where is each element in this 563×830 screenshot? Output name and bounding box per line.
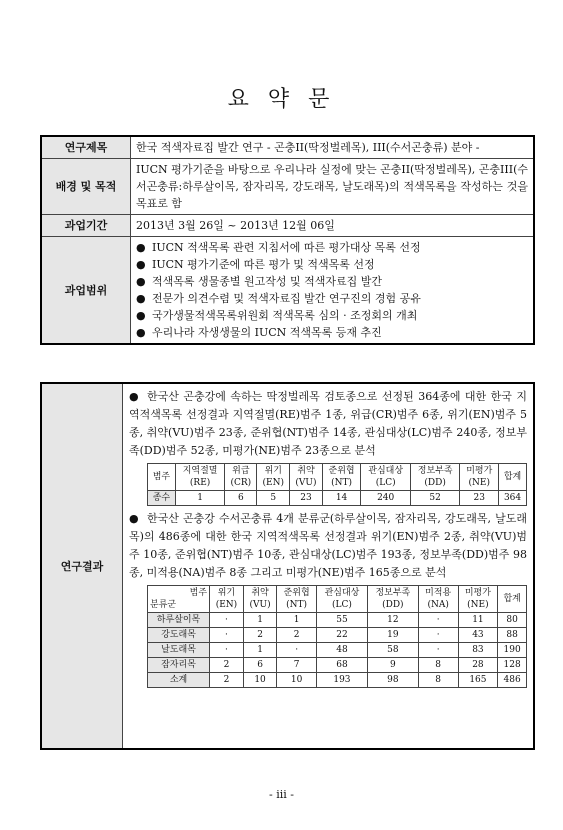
cell: 6 bbox=[243, 658, 276, 673]
cell: 486 bbox=[498, 673, 527, 688]
cell: 9 bbox=[367, 658, 418, 673]
aquatic-insects-table bbox=[147, 585, 527, 688]
cell: · bbox=[418, 613, 458, 628]
scope-item: ● 적색목록 생물종별 원고작성 및 적색자료집 발간 bbox=[136, 275, 383, 288]
col-header: 미평가 (NE) bbox=[458, 586, 498, 613]
col-header: 관심대상 (LC) bbox=[317, 586, 368, 613]
col-header: 정보부족 (DD) bbox=[410, 464, 460, 491]
cell: · bbox=[210, 613, 244, 628]
cell: 23 bbox=[290, 491, 322, 506]
cell: · bbox=[418, 643, 458, 658]
cell: 2 bbox=[210, 673, 244, 688]
scope-item: ● 국가생물적색목록위원회 적색목록 심의 · 조정회의 개최 bbox=[136, 309, 418, 322]
total-header: 합계 bbox=[498, 586, 527, 613]
scope-item: ● IUCN 평가기준에 따른 평가 및 적색목록 선정 bbox=[136, 258, 375, 271]
cell: 8 bbox=[418, 658, 458, 673]
scope-list-cell bbox=[131, 237, 535, 345]
col-header: 관심대상 (LC) bbox=[361, 464, 411, 491]
scope-item: ● 전문가 의견수렴 및 적색자료집 발간 연구진의 경험 공유 bbox=[136, 292, 421, 305]
bullet-icon: ● bbox=[129, 512, 139, 525]
category-header: 범주 bbox=[148, 464, 176, 491]
coleoptera-table bbox=[147, 463, 527, 506]
col-header: 취약 (VU) bbox=[243, 586, 276, 613]
results-label: 연구결과 bbox=[41, 383, 123, 749]
scope-row bbox=[41, 237, 534, 345]
cell: 8 bbox=[418, 673, 458, 688]
col-header: 미평가 (NE) bbox=[460, 464, 499, 491]
cell: 48 bbox=[317, 643, 368, 658]
cell: 1 bbox=[243, 613, 276, 628]
cell: 1 bbox=[243, 643, 276, 658]
cell: 1 bbox=[175, 491, 225, 506]
cell: 2 bbox=[243, 628, 276, 643]
cell: 22 bbox=[317, 628, 368, 643]
summary-table bbox=[40, 135, 535, 345]
cell: 6 bbox=[225, 491, 257, 506]
col-header: 위급 (CR) bbox=[225, 464, 257, 491]
cell: 193 bbox=[317, 673, 368, 688]
cell: 12 bbox=[367, 613, 418, 628]
cell: 55 bbox=[317, 613, 368, 628]
col-header: 준위협 (NT) bbox=[277, 586, 317, 613]
bullet-icon: ● bbox=[136, 258, 146, 271]
cell: 364 bbox=[499, 491, 527, 506]
table-row bbox=[148, 491, 527, 506]
results-table bbox=[40, 382, 535, 750]
cell: 7 bbox=[277, 658, 317, 673]
cell: 240 bbox=[361, 491, 411, 506]
period-row bbox=[41, 215, 534, 237]
page-title: 요 약 문 bbox=[227, 87, 336, 112]
col-header: 정보부족 (DD) bbox=[367, 586, 418, 613]
cell: 52 bbox=[410, 491, 460, 506]
coleoptera-header-row bbox=[148, 464, 527, 491]
cell: 5 bbox=[257, 491, 290, 506]
cell: 1 bbox=[277, 613, 317, 628]
period-label: 과업기간 bbox=[41, 215, 131, 237]
bullet-icon: ● bbox=[136, 275, 146, 288]
cell: 19 bbox=[367, 628, 418, 643]
project-name-row bbox=[41, 136, 534, 159]
background-value: IUCN 평가기준을 바탕으로 우리나라 실정에 맞는 곤충II(딱정벌레목), 곤충III(수서곤충류:하루살이목, 잠자리목, 강도래목, 날도래목)의 적색목록을 작성하는 것을 목표로 함 bbox=[131, 159, 535, 215]
col-header: 위기 (EN) bbox=[257, 464, 290, 491]
scope-item: ● IUCN 적색목록 관련 지침서에 따른 평가대상 목록 선정 bbox=[136, 241, 421, 254]
cell: 165 bbox=[458, 673, 498, 688]
col-header: 미적용 (NA) bbox=[418, 586, 458, 613]
page-number: - iii - bbox=[269, 788, 294, 801]
col-header: 취약 (VU) bbox=[290, 464, 322, 491]
table-row bbox=[148, 643, 527, 658]
scope-label: 과업범위 bbox=[41, 237, 131, 345]
table-row bbox=[148, 628, 527, 643]
cell: 83 bbox=[458, 643, 498, 658]
results-paragraph-2: ● 한국산 곤충강 수서곤충류 4개 분류군(하루살이목, 잠자리목, 강도래목, 날도래목)의 486종에 대한 한국 지역적색목록 선정결과 위기(EN)범주 2종, 취약(VU)범주 10종, 준위협(NT)범주 10종, 관심대상(LC)범주 193종, 정보부족(DD)범주 98종, 미적용(NA)범주 8종 그리고 미평가(NE)범주 165종으로 분석 bbox=[129, 512, 527, 579]
cell: 58 bbox=[367, 643, 418, 658]
bullet-icon: ● bbox=[136, 241, 146, 254]
background-label: 배경 및 목적 bbox=[41, 159, 131, 215]
corner-header: 범주 분류군 bbox=[148, 586, 210, 613]
project-name-label: 연구제목 bbox=[41, 136, 131, 159]
results-paragraph-1: ● 한국산 곤충강에 속하는 딱정벌레목 검토종으로 선정된 364종에 대한 한국 지역적색목록 선정결과 지역절멸(RE)범주 1종, 위급(CR)범주 6종, 위기(EN)범주 5종, 취약(VU)범주 23종, 준위협(NT)범주 14종, 관심대상(LC)범주 240종, 정보부족(DD)범주 52종, 미평가(NE)범주 23종으로 분석 bbox=[129, 390, 527, 457]
period-value: 2013년 3월 26일 ~ 2013년 12월 06일 bbox=[131, 215, 535, 237]
bullet-icon: ● bbox=[136, 326, 146, 339]
scope-item: ● 우리나라 자생생물의 IUCN 적색목록 등재 추진 bbox=[136, 326, 382, 339]
cell: 80 bbox=[498, 613, 527, 628]
col-header: 지역절멸 (RE) bbox=[175, 464, 225, 491]
table-row bbox=[148, 673, 527, 688]
aquatic-header-row bbox=[148, 586, 527, 613]
cell: 98 bbox=[367, 673, 418, 688]
row-label: 날도래목 bbox=[148, 643, 210, 658]
cell: 190 bbox=[498, 643, 527, 658]
table-row bbox=[148, 658, 527, 673]
cell: 11 bbox=[458, 613, 498, 628]
cell: 28 bbox=[458, 658, 498, 673]
bullet-icon: ● bbox=[136, 309, 146, 322]
bullet-icon: ● bbox=[129, 390, 139, 403]
total-header: 합계 bbox=[499, 464, 527, 491]
row-label: 잠자리목 bbox=[148, 658, 210, 673]
cell: · bbox=[210, 643, 244, 658]
results-body bbox=[123, 383, 535, 749]
cell: 10 bbox=[277, 673, 317, 688]
cell: 43 bbox=[458, 628, 498, 643]
col-header: 준위협 (NT) bbox=[322, 464, 361, 491]
cell: 10 bbox=[243, 673, 276, 688]
col-header: 위기 (EN) bbox=[210, 586, 244, 613]
cell: 68 bbox=[317, 658, 368, 673]
table-row bbox=[148, 613, 527, 628]
project-name-value: 한국 적색자료집 발간 연구 - 곤충II(딱정벌레목), III(수서곤충류) 분야 - bbox=[131, 136, 535, 159]
background-row bbox=[41, 159, 534, 215]
cell: 23 bbox=[460, 491, 499, 506]
cell: · bbox=[418, 628, 458, 643]
cell: 128 bbox=[498, 658, 527, 673]
cell: 2 bbox=[210, 658, 244, 673]
bullet-icon: ● bbox=[136, 292, 146, 305]
row-label: 소계 bbox=[148, 673, 210, 688]
row-label: 강도래목 bbox=[148, 628, 210, 643]
scope-list bbox=[136, 239, 528, 341]
row-label: 종수 bbox=[148, 491, 176, 506]
cell: 88 bbox=[498, 628, 527, 643]
cell: 14 bbox=[322, 491, 361, 506]
cell: 2 bbox=[277, 628, 317, 643]
cell: · bbox=[277, 643, 317, 658]
row-label: 하루살이목 bbox=[148, 613, 210, 628]
cell: · bbox=[210, 628, 244, 643]
